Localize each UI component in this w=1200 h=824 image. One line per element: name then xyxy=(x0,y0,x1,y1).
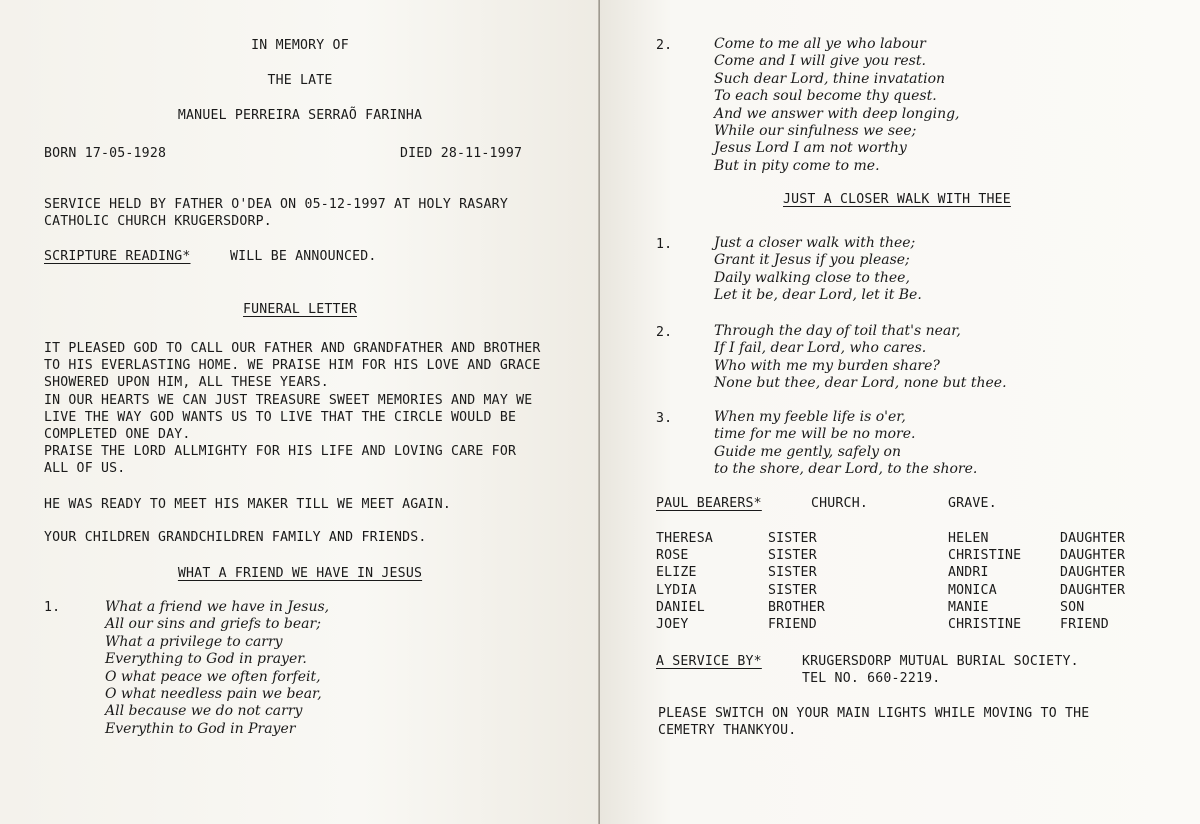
service-by-value: KRUGERSDORP MUTUAL BURIAL SOCIETY. xyxy=(802,654,1079,669)
verse-line: Who with me my burden share? xyxy=(714,357,940,374)
bearer-name: ELIZE xyxy=(656,565,697,581)
verse-number: 1. xyxy=(656,237,673,252)
bearer-relation: FRIEND xyxy=(1060,616,1109,632)
bearer-relation: SISTER xyxy=(768,582,817,598)
bearer-name: ANDRI xyxy=(948,565,989,581)
bearer-name: CHRISTINE xyxy=(948,548,1022,564)
verse-line: Come and I will give you rest. xyxy=(714,53,926,70)
verse-line: All because we do not carry xyxy=(105,703,303,720)
bearer-name: THERESA xyxy=(656,531,713,546)
bearer-relation: SON xyxy=(1060,599,1085,615)
church-label: CHURCH. xyxy=(811,496,868,511)
hymn2-verse1 xyxy=(714,235,922,305)
verse-line: If I fail, dear Lord, who cares. xyxy=(714,340,927,357)
lights-note xyxy=(658,705,1089,739)
bearer-name: ROSE xyxy=(656,548,689,564)
service-by-label: A SERVICE BY* xyxy=(656,654,762,669)
verse-number: 1. xyxy=(44,600,61,615)
verse-line: Grant it Jesus if you please; xyxy=(714,252,910,269)
hymn1-title: WHAT A FRIEND WE HAVE IN JESUS xyxy=(177,566,423,581)
bearer-relation: DAUGHTER xyxy=(1060,582,1126,598)
verse-line: What a privilege to carry xyxy=(105,633,283,650)
bearer-relation: BROTHER xyxy=(768,599,825,615)
born-date: BORN 17-05-1928 xyxy=(44,146,167,161)
died-date: DIED 28-11-1997 xyxy=(400,146,523,161)
hymn1-verse2 xyxy=(714,36,960,175)
verse-line: Such dear Lord, thine invatation xyxy=(714,70,946,87)
service-line: SERVICE HELD BY FATHER O'DEA ON 05-12-1997 AT HOLY RASARY xyxy=(44,197,508,212)
bearer-relation: SISTER xyxy=(768,531,817,546)
scripture-label: SCRIPTURE READING* xyxy=(44,249,191,264)
verse-line: Just a closer walk with thee; xyxy=(714,235,916,251)
bearer-relation: DAUGHTER xyxy=(1060,565,1126,581)
grave-bearer-names xyxy=(948,530,1021,633)
bearer-relation: DAUGHTER xyxy=(1060,531,1126,546)
bearer-relation: SISTER xyxy=(768,548,817,564)
note-line: PLEASE SWITCH ON YOUR MAIN LIGHTS WHILE MOVING TO THE xyxy=(658,706,1090,721)
pall-bearers-label: PAUL BEARERS* xyxy=(656,496,762,511)
hymn2-verse2 xyxy=(714,323,1007,393)
funeral-letter-body xyxy=(44,340,541,478)
bearer-relation: DAUGHTER xyxy=(1060,548,1126,564)
header-the-late: THE LATE xyxy=(267,73,333,88)
verse-line: Come to me all ye who labour xyxy=(714,36,926,52)
bearer-name: MANIE xyxy=(948,599,989,615)
ready-line: HE WAS READY TO MEET HIS MAKER TILL WE MEET AGAIN. xyxy=(44,497,451,512)
hymn2-verse3 xyxy=(714,409,977,479)
service-tel: TEL NO. 660-2219. xyxy=(802,671,941,686)
children-line: YOUR CHILDREN GRANDCHILDREN FAMILY AND FRIENDS. xyxy=(44,530,427,545)
verse-line: O what needless pain we bear, xyxy=(105,685,322,702)
verse-line: All our sins and griefs to bear; xyxy=(105,616,321,633)
verse-line: Guide me gently, safely on xyxy=(714,443,901,460)
church-bearer-relations xyxy=(768,530,825,633)
verse-line: Jesus Lord I am not worthy xyxy=(714,140,907,157)
bearer-name: LYDIA xyxy=(656,582,697,598)
verse-line: Let it be, dear Lord, let it Be. xyxy=(714,287,922,304)
hymn2-title: JUST A CLOSER WALK WITH THEE xyxy=(783,192,1011,207)
bearer-name: HELEN xyxy=(948,531,989,546)
header-in-memory: IN MEMORY OF xyxy=(251,38,349,53)
note-line: CEMETRY THANKYOU. xyxy=(658,723,797,739)
bearer-name: JOEY xyxy=(656,616,689,632)
letter-line: COMPLETED ONE DAY. xyxy=(44,426,191,442)
verse-number: 2. xyxy=(656,38,673,53)
verse-line: O what peace we often forfeit, xyxy=(105,668,321,685)
verse-number: 2. xyxy=(656,325,673,340)
verse-line: Through the day of toil that's near, xyxy=(714,323,961,339)
letter-line: TO HIS EVERLASTING HOME. WE PRAISE HIM FOR HIS LOVE AND GRACE xyxy=(44,358,541,374)
right-page xyxy=(600,0,1200,824)
verse-line: Daily walking close to thee, xyxy=(714,269,910,286)
scripture-value: WILL BE ANNOUNCED. xyxy=(230,249,377,264)
letter-line: PRAISE THE LORD ALLMIGHTY FOR HIS LIFE AND LOVING CARE FOR xyxy=(44,444,517,460)
hymn1-verse1 xyxy=(105,599,329,738)
service-details xyxy=(44,196,508,230)
verse-line: Everything to God in prayer. xyxy=(105,651,307,668)
deceased-name: MANUEL PERREIRA SERRAÕ FARINHA xyxy=(177,108,423,123)
verse-line: What a friend we have in Jesus, xyxy=(105,599,330,615)
verse-line: None but thee, dear Lord, none but thee. xyxy=(714,375,1007,392)
bearer-relation: FRIEND xyxy=(768,616,817,632)
verse-line: to the shore, dear Lord, to the shore. xyxy=(714,461,978,478)
verse-line: But in pity come to me. xyxy=(714,157,880,174)
verse-line: While our sinfulness we see; xyxy=(714,122,917,139)
bearer-name: DANIEL xyxy=(656,599,705,615)
verse-number: 3. xyxy=(656,411,673,426)
verse-line: When my feeble life is o'er, xyxy=(714,409,906,425)
verse-line: time for me will be no more. xyxy=(714,426,916,443)
verse-line: Everythin to God in Prayer xyxy=(105,720,296,737)
letter-line: LIVE THE WAY GOD WANTS US TO LIVE THAT THE CIRCLE WOULD BE xyxy=(44,409,517,425)
verse-line: And we answer with deep longing, xyxy=(714,105,960,122)
grave-bearer-relations xyxy=(1060,530,1125,633)
letter-line: SHOWERED UPON HIM, ALL THESE YEARS. xyxy=(44,375,329,391)
grave-label: GRAVE. xyxy=(948,496,997,511)
letter-line: ALL OF US. xyxy=(44,461,126,477)
funeral-letter-title: FUNERAL LETTER xyxy=(243,302,357,317)
bearer-relation: SISTER xyxy=(768,565,817,581)
verse-line: To each soul become thy quest. xyxy=(714,88,937,105)
letter-line: IT PLEASED GOD TO CALL OUR FATHER AND GRANDFATHER AND BROTHER xyxy=(44,341,541,356)
letter-line: IN OUR HEARTS WE CAN JUST TREASURE SWEET MEMORIES AND MAY WE xyxy=(44,392,533,408)
bearer-name: MONICA xyxy=(948,582,997,598)
church-bearer-names xyxy=(656,530,713,633)
bearer-name: CHRISTINE xyxy=(948,616,1022,632)
service-line: CATHOLIC CHURCH KRUGERSDORP. xyxy=(44,214,272,230)
